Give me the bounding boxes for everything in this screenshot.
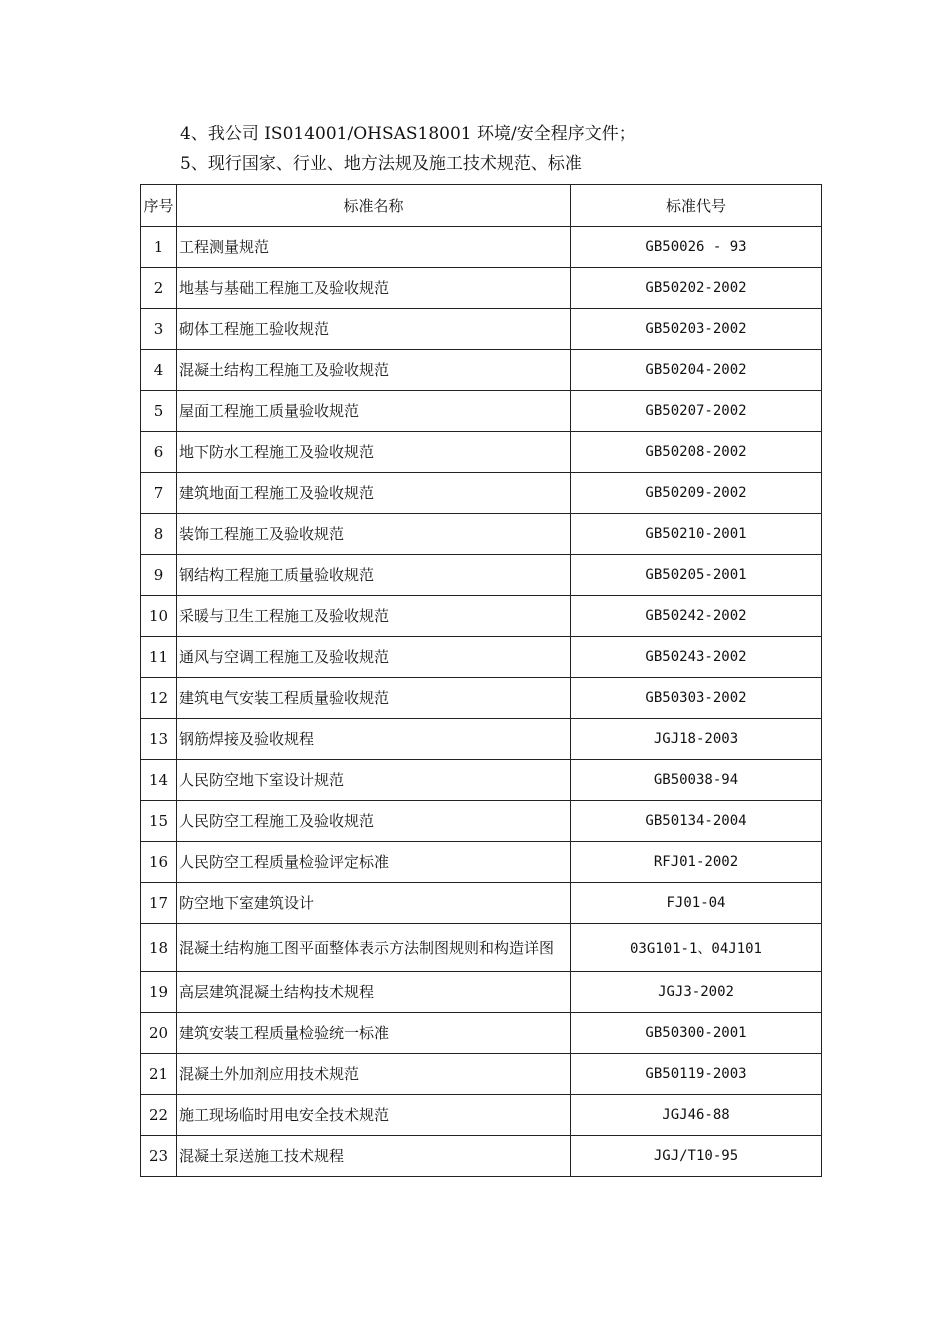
cell-code: 03G101-1、04J101 — [571, 924, 822, 972]
cell-no: 3 — [141, 309, 177, 350]
intro-line-1: 4、我公司 IS014001/OHSAS18001 环境/安全程序文件； — [180, 124, 636, 144]
cell-no: 15 — [141, 801, 177, 842]
cell-name: 钢结构工程施工质量验收规范 — [177, 555, 571, 596]
cell-no: 2 — [141, 268, 177, 309]
cell-no: 12 — [141, 678, 177, 719]
table-row — [141, 268, 822, 309]
cell-no: 20 — [141, 1013, 177, 1054]
cell-code: GB50242-2002 — [571, 596, 822, 637]
cell-name: 施工现场临时用电安全技术规范 — [177, 1095, 571, 1136]
cell-no: 23 — [141, 1136, 177, 1177]
table-row — [141, 1136, 822, 1177]
cell-no: 8 — [141, 514, 177, 555]
cell-code: GB50208-2002 — [571, 432, 822, 473]
cell-no: 10 — [141, 596, 177, 637]
cell-name: 人民防空工程质量检验评定标准 — [177, 842, 571, 883]
cell-name: 采暖与卫生工程施工及验收规范 — [177, 596, 571, 637]
cell-code: JGJ18-2003 — [571, 719, 822, 760]
cell-no: 4 — [141, 350, 177, 391]
cell-name: 混凝土结构施工图平面整体表示方法制图规则和构造详图 — [177, 924, 571, 972]
cell-name: 通风与空调工程施工及验收规范 — [177, 637, 571, 678]
cell-code: FJ01-04 — [571, 883, 822, 924]
cell-code: GB50026 - 93 — [571, 227, 822, 268]
cell-name: 工程测量规范 — [177, 227, 571, 268]
cell-name: 人民防空地下室设计规范 — [177, 760, 571, 801]
table-row — [141, 883, 822, 924]
cell-code: GB50134-2004 — [571, 801, 822, 842]
cell-no: 14 — [141, 760, 177, 801]
table-row — [141, 801, 822, 842]
table-header-row — [141, 185, 822, 227]
table-row — [141, 637, 822, 678]
cell-no: 21 — [141, 1054, 177, 1095]
table-row — [141, 309, 822, 350]
table-row — [141, 719, 822, 760]
cell-code: GB50303-2002 — [571, 678, 822, 719]
cell-no: 7 — [141, 473, 177, 514]
cell-no: 9 — [141, 555, 177, 596]
table-row — [141, 391, 822, 432]
table-row — [141, 972, 822, 1013]
cell-name: 高层建筑混凝土结构技术规程 — [177, 972, 571, 1013]
header-no: 序号 — [141, 185, 177, 227]
cell-no: 17 — [141, 883, 177, 924]
cell-code: GB50207-2002 — [571, 391, 822, 432]
table-row — [141, 432, 822, 473]
cell-no: 19 — [141, 972, 177, 1013]
table-row — [141, 350, 822, 391]
intro-line-2: 5、现行国家、行业、地方法规及施工技术规范、标准 — [180, 154, 582, 174]
cell-name: 装饰工程施工及验收规范 — [177, 514, 571, 555]
cell-code: GB50203-2002 — [571, 309, 822, 350]
cell-code: GB50038-94 — [571, 760, 822, 801]
cell-code: JGJ/T10-95 — [571, 1136, 822, 1177]
table-row — [141, 1013, 822, 1054]
cell-name: 地基与基础工程施工及验收规范 — [177, 268, 571, 309]
table-row — [141, 1054, 822, 1095]
cell-name: 砌体工程施工验收规范 — [177, 309, 571, 350]
cell-code: RFJ01-2002 — [571, 842, 822, 883]
cell-no: 18 — [141, 924, 177, 972]
cell-code: GB50204-2002 — [571, 350, 822, 391]
cell-code: GB50119-2003 — [571, 1054, 822, 1095]
cell-no: 6 — [141, 432, 177, 473]
cell-code: GB50300-2001 — [571, 1013, 822, 1054]
header-name: 标准名称 — [177, 185, 571, 227]
table-row — [141, 514, 822, 555]
table-row — [141, 227, 822, 268]
cell-name: 钢筋焊接及验收规程 — [177, 719, 571, 760]
cell-code: JGJ3-2002 — [571, 972, 822, 1013]
cell-no: 13 — [141, 719, 177, 760]
cell-name: 地下防水工程施工及验收规范 — [177, 432, 571, 473]
cell-code: GB50205-2001 — [571, 555, 822, 596]
cell-name: 混凝土泵送施工技术规程 — [177, 1136, 571, 1177]
cell-name: 混凝土外加剂应用技术规范 — [177, 1054, 571, 1095]
cell-no: 22 — [141, 1095, 177, 1136]
cell-name: 人民防空工程施工及验收规范 — [177, 801, 571, 842]
table-row — [141, 555, 822, 596]
cell-code: GB50202-2002 — [571, 268, 822, 309]
cell-no: 16 — [141, 842, 177, 883]
table-row — [141, 924, 822, 972]
cell-name: 建筑电气安装工程质量验收规范 — [177, 678, 571, 719]
table-row — [141, 842, 822, 883]
cell-code: GB50209-2002 — [571, 473, 822, 514]
cell-code: GB50243-2002 — [571, 637, 822, 678]
table-row — [141, 760, 822, 801]
cell-no: 11 — [141, 637, 177, 678]
cell-no: 5 — [141, 391, 177, 432]
cell-name: 建筑安装工程质量检验统一标准 — [177, 1013, 571, 1054]
cell-name: 防空地下室建筑设计 — [177, 883, 571, 924]
table-row — [141, 678, 822, 719]
table-row — [141, 596, 822, 637]
cell-name: 混凝土结构工程施工及验收规范 — [177, 350, 571, 391]
header-code: 标准代号 — [571, 185, 822, 227]
table-row — [141, 473, 822, 514]
cell-name: 建筑地面工程施工及验收规范 — [177, 473, 571, 514]
cell-name: 屋面工程施工质量验收规范 — [177, 391, 571, 432]
table-row — [141, 1095, 822, 1136]
cell-code: JGJ46-88 — [571, 1095, 822, 1136]
cell-code: GB50210-2001 — [571, 514, 822, 555]
cell-no: 1 — [141, 227, 177, 268]
standards-table — [140, 184, 822, 1177]
table-body — [141, 227, 822, 1177]
